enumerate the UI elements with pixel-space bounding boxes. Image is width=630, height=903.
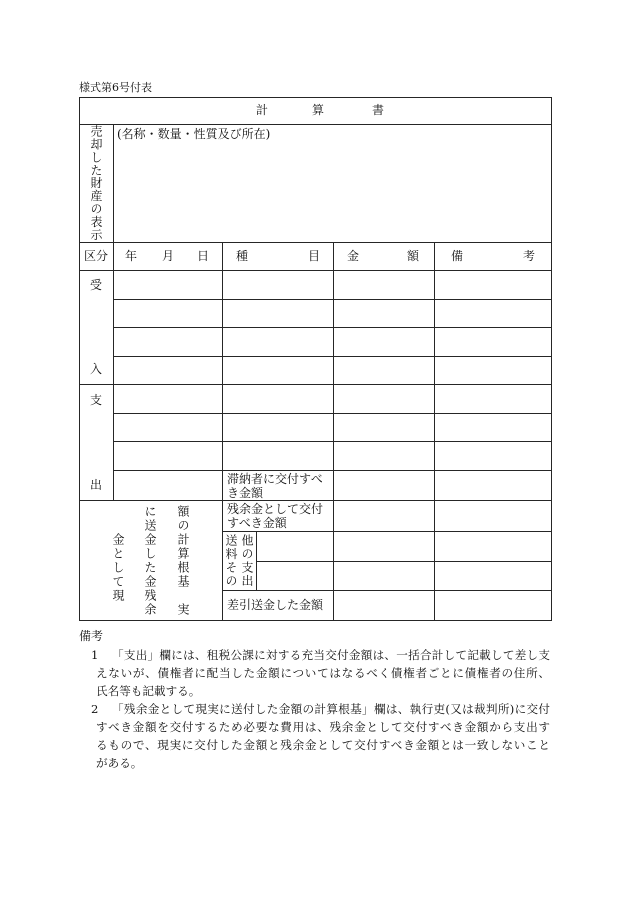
delinquent-payment-label-line: 滞納者に交付すべ [227, 472, 323, 486]
property-section-label: 売却した財産の表示 [89, 125, 103, 242]
header-remarks-char: 備 [451, 249, 464, 263]
header-date-month: 月 [162, 249, 175, 263]
header-date-day: 日 [197, 249, 210, 263]
other-expenses-label-column: 他の支出 [240, 534, 254, 588]
title-char: 計 [256, 103, 269, 117]
receipts-label-bottom: 入 [90, 362, 103, 376]
header-remarks-char: 考 [523, 249, 536, 263]
remittance-label-column: 実 [176, 603, 190, 617]
title-char: 書 [372, 103, 385, 117]
surplus-label-line: 残余金として交付 [227, 502, 324, 516]
note-text-line: 「支出」欄には、租税公課に対する充当交付金額は、一括合計して記載して差し支 [112, 648, 550, 662]
title-char: 算 [312, 103, 325, 117]
note-text-line: すべき金額を交付するため必要な費用は、残余金として交付すべき金額から支出す [96, 720, 550, 734]
header-amount-char: 金 [347, 249, 360, 263]
delinquent-payment-label-line: き金額 [227, 486, 264, 500]
other-expenses-label-column: 送料その [224, 534, 238, 588]
header-category-label: 区分 [84, 249, 109, 263]
note-number: 2 [91, 702, 99, 716]
header-date-year: 年 [125, 249, 138, 263]
note-text-line: がある。 [96, 756, 143, 770]
note-text-line: 「残余金として現実に送付した金額の計算根基」欄は、執行吏(又は裁判所)に交付 [112, 702, 550, 716]
note-text-line: 氏名等も記載する。 [96, 684, 201, 698]
surplus-label-line: すべき金額 [227, 516, 287, 530]
remittance-label-column: 金として現 [111, 533, 125, 603]
note-number: 1 [91, 648, 99, 662]
note-text-line: るもので、現実に交付した金額と残余金として交付すべき金額とは一致しないこと [96, 738, 550, 752]
net-remittance-label: 差引送金した金額 [227, 598, 324, 612]
form-number-label: 様式第6号付表 [79, 81, 152, 94]
remittance-label-column: 額の計算根基 [176, 505, 190, 589]
property-description-hint: (名称・数量・性質及び所在) [117, 127, 271, 141]
disbursements-label-bottom: 出 [90, 478, 103, 492]
note-text-line: えないが、債権者に配当した金額についてはなるべく債権者ごとに債権者の住所、 [96, 666, 550, 680]
header-item-char: 目 [308, 249, 321, 263]
remittance-label-column: に送金した金残余 [143, 505, 157, 617]
header-amount-char: 額 [407, 249, 420, 263]
disbursements-label-top: 支 [90, 393, 103, 407]
header-item-char: 種 [236, 249, 249, 263]
receipts-label-top: 受 [90, 278, 103, 292]
notes-heading: 備考 [79, 629, 104, 643]
